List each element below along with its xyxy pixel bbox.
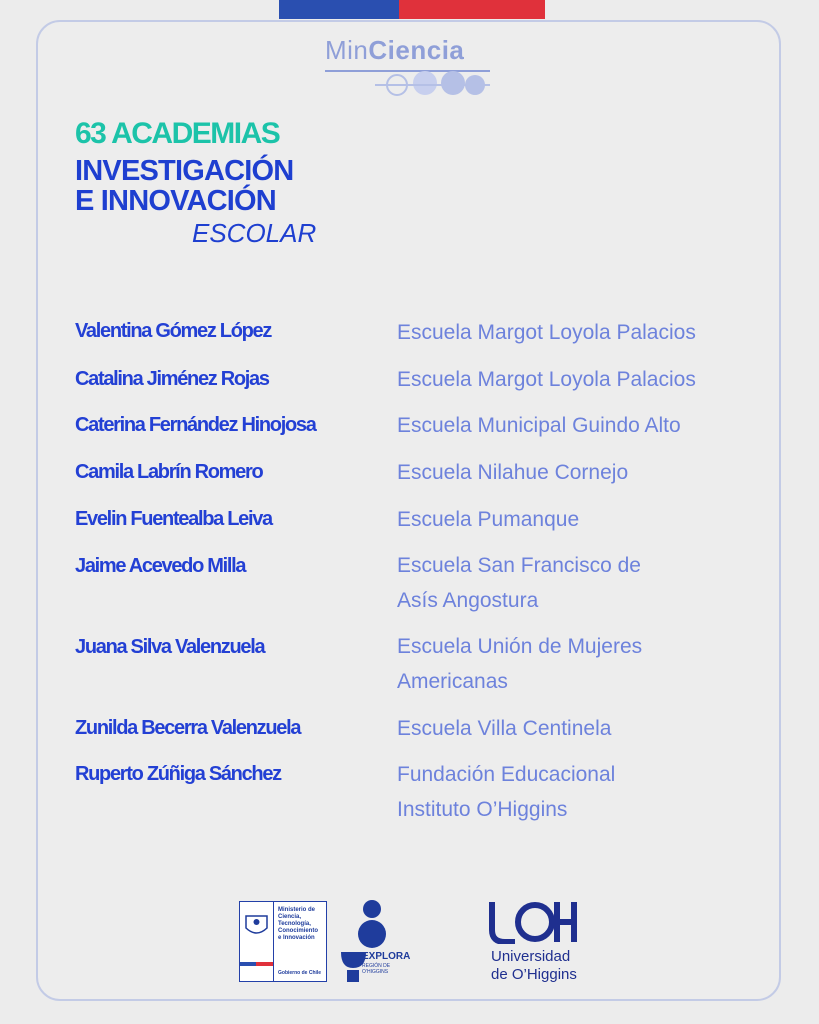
ministry-name: Ministerio de Ciencia, Tecnología, Conocimiento e Innovación	[278, 907, 318, 941]
school-name: Escuela Municipal Guindo Alto	[397, 414, 681, 437]
logo-drops-icon	[325, 33, 500, 103]
participant-name: Evelin Fuentealba Leiva	[75, 508, 272, 530]
participant-name: Jaime Acevedo Milla	[75, 555, 246, 577]
participant-name: Valentina Gómez López	[75, 320, 272, 342]
school-name: Escuela Pumanque	[397, 508, 580, 531]
heading-count: 63 ACADEMIAS	[75, 117, 280, 150]
school-name: Escuela Margot Loyola Palacios	[397, 368, 696, 391]
uoh-logo-icon	[489, 900, 579, 944]
ministry-logo	[239, 901, 327, 982]
school-name: Escuela Margot Loyola Palacios	[397, 321, 696, 344]
explora-region: REGIÓN DE O’HIGGINS	[362, 963, 391, 975]
school-name: Escuela San Francisco de Asís Angostura	[397, 554, 641, 612]
participant-name: Camila Labrín Romero	[75, 461, 263, 483]
participant-name: Juana Silva Valenzuela	[75, 636, 265, 658]
logo-wordmark: MinCiencia	[325, 35, 465, 65]
school-name: Escuela Unión de Mujeres Americanas	[397, 635, 643, 693]
gov-shield-panel	[240, 902, 274, 981]
heading-line-2: E INNOVACIÓN	[75, 185, 276, 217]
school-name: Fundación Educacional Instituto O’Higgins	[397, 763, 616, 821]
participant-name: Ruperto Zúñiga Sánchez	[75, 763, 281, 785]
gov-caption: Gobierno de Chile	[278, 970, 322, 976]
heading-line-1: INVESTIGACIÓN	[75, 155, 294, 187]
explora-label: EXPLORA	[362, 951, 411, 962]
flag-stripe-red	[399, 0, 545, 19]
school-name: Escuela Nilahue Cornejo	[397, 461, 629, 484]
chile-shield-icon	[240, 902, 273, 981]
participant-name: Zunilda Becerra Valenzuela	[75, 717, 301, 739]
school-name: Escuela Villa Centinela	[397, 717, 612, 740]
heading-line-3: ESCOLAR	[192, 218, 317, 248]
participant-name: Catalina Jiménez Rojas	[75, 368, 269, 390]
uoh-name: Universidad de O’Higgins	[491, 948, 577, 983]
flag-stripe-blue	[279, 0, 399, 19]
minciencia-logo	[325, 33, 500, 103]
participant-name: Caterina Fernández Hinojosa	[75, 414, 316, 436]
